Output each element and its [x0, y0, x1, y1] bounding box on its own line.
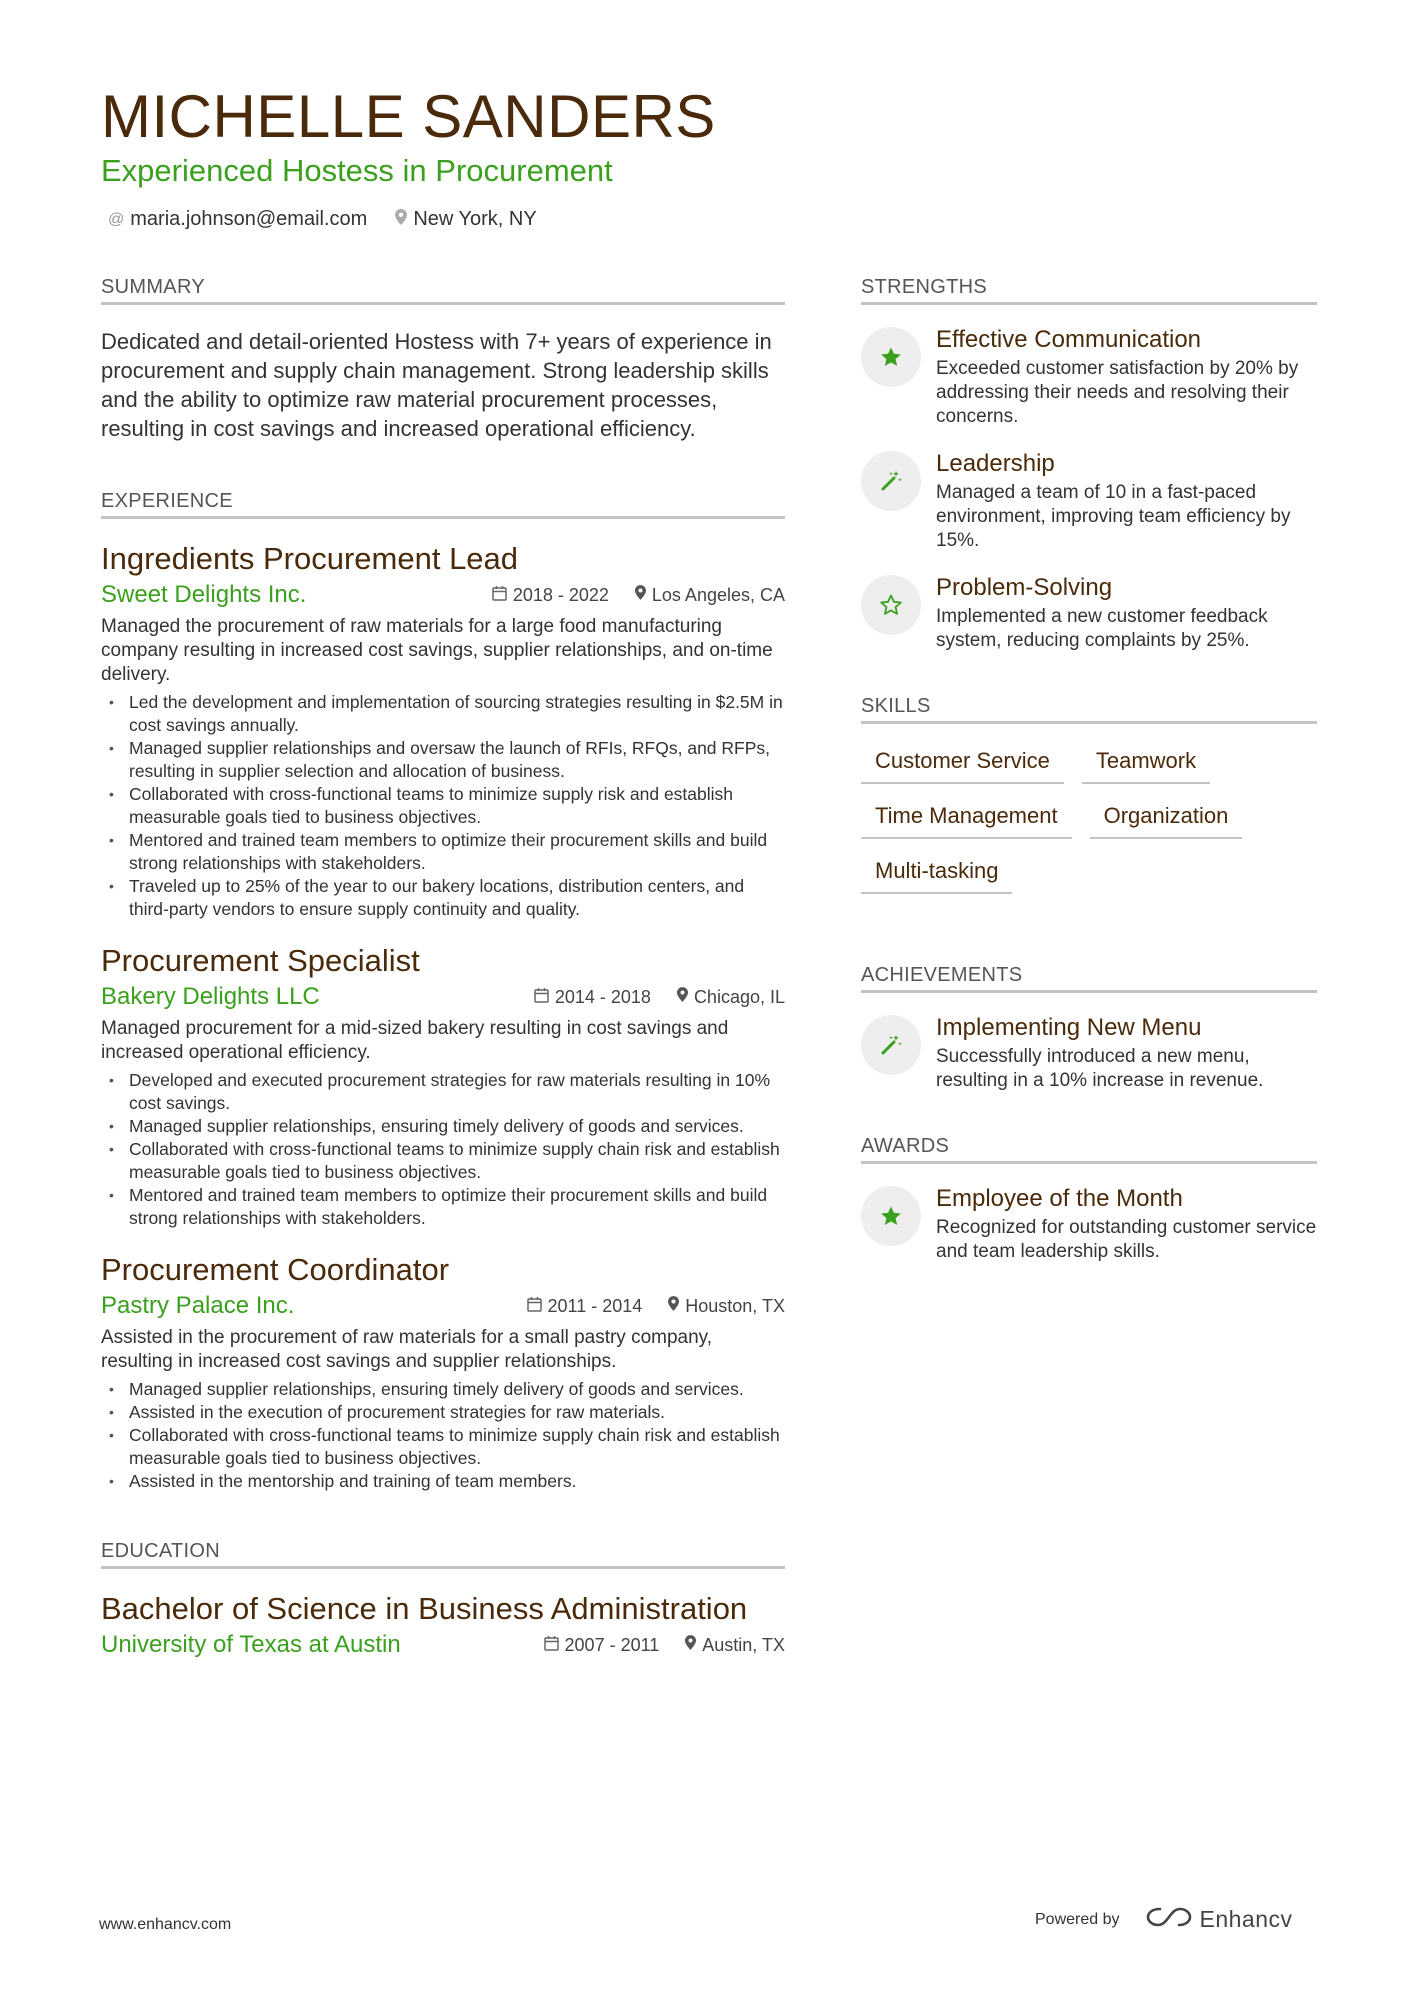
awards-title: Employee of the Month — [936, 1185, 1183, 1212]
candidate-name: MICHELLE SANDERS — [101, 83, 716, 150]
experience-entry — [101, 1250, 785, 1493]
strengths-description: Managed a team of 10 in a fast-paced environment, improving team efficiency by 15%. — [936, 482, 1291, 551]
candidate-title: Experienced Hostess in Procurement — [101, 153, 613, 188]
bullet-item: • Collaborated with cross-functional teams to minimize supply chain risk and establish measurable goals tied to business objectives. — [101, 1424, 785, 1470]
location-pin-icon — [685, 1635, 696, 1655]
company-name: Pastry Palace Inc. — [101, 1292, 295, 1319]
location-pin-icon — [677, 987, 688, 1007]
job-location: Houston, TX — [685, 1295, 785, 1316]
skill-tag: Organization — [1090, 799, 1243, 839]
achievements-description: Successfully introduced a new menu, resulting in a 10% increase in revenue. — [936, 1046, 1264, 1091]
awards-item — [861, 1184, 1317, 1264]
bullet-item: • Mentored and trained team members to optimize their procurement skills and build strong relationships with stakeholders. — [101, 829, 785, 875]
education-location: Austin, TX — [702, 1634, 785, 1655]
job-bullets — [101, 691, 785, 921]
calendar-icon — [544, 1635, 559, 1656]
company-name: Bakery Delights LLC — [101, 983, 320, 1010]
location-pin-icon — [395, 209, 407, 230]
powered-by-label: Powered by — [1035, 1910, 1120, 1928]
brand-name: Enhancv — [1199, 1906, 1293, 1932]
strengths-item — [861, 325, 1317, 429]
strengths-item — [861, 449, 1317, 553]
experience-entry — [101, 941, 785, 1230]
bullet-item: • Managed supplier relationships, ensuring timely delivery of goods and services. — [101, 1378, 785, 1401]
bullet-item: • Assisted in the execution of procurement strategies for raw materials. — [101, 1401, 785, 1424]
experience-heading: EXPERIENCE — [101, 490, 785, 519]
location-pin-icon — [635, 585, 646, 605]
strengths-description: Exceeded customer satisfaction by 20% by addressing their needs and resolving their concerns. — [936, 358, 1299, 427]
left-column — [101, 276, 785, 1659]
skill-tag: Time Management — [861, 799, 1072, 839]
skills-heading: SKILLS — [861, 695, 1317, 724]
skill-tag: Customer Service — [861, 744, 1064, 784]
right-column — [861, 276, 1317, 1264]
email-text[interactable]: maria.johnson@email.com — [130, 208, 368, 230]
star-outline-icon — [861, 575, 921, 635]
achievements-item — [861, 1013, 1317, 1093]
education-entry — [101, 1589, 785, 1659]
strengths-title: Problem-Solving — [936, 574, 1113, 601]
location-text: New York, NY — [413, 208, 537, 230]
at-icon: @ — [108, 210, 125, 228]
calendar-icon — [492, 585, 507, 606]
strengths-list — [861, 325, 1317, 653]
bullet-item: • Traveled up to 25% of the year to our bakery locations, distribution centers, and third-party vendors to ensure supply continuity and quality. — [101, 875, 785, 921]
education-heading: EDUCATION — [101, 1540, 785, 1569]
job-bullets — [101, 1378, 785, 1493]
achievements-list — [861, 1013, 1317, 1093]
job-title: Ingredients Procurement Lead — [101, 541, 519, 576]
job-location: Chicago, IL — [693, 986, 785, 1007]
bullet-item: • Mentored and trained team members to optimize their procurement skills and build strong relationships with stakeholders. — [101, 1184, 785, 1230]
footer-branding — [1035, 1906, 1293, 1933]
strengths-title: Leadership — [936, 450, 1055, 477]
contact-info — [108, 208, 537, 231]
strengths-title: Effective Communication — [936, 326, 1202, 353]
strengths-item — [861, 573, 1317, 653]
skills-list — [861, 744, 1317, 909]
job-location: Los Angeles, CA — [651, 584, 785, 605]
skill-tag: Teamwork — [1082, 744, 1210, 784]
job-dates: 2011 - 2014 — [547, 1295, 643, 1316]
experience-entry — [101, 539, 785, 921]
bullet-item: • Collaborated with cross-functional teams to minimize supply risk and establish measurable goals tied to business objectives. — [101, 783, 785, 829]
awards-heading: AWARDS — [861, 1135, 1317, 1164]
company-name: Sweet Delights Inc. — [101, 581, 307, 608]
awards-list — [861, 1184, 1317, 1264]
bullet-item: • Developed and executed procurement strategies for raw materials resulting in 10% cost savings. — [101, 1069, 785, 1115]
school-name: University of Texas at Austin — [101, 1631, 401, 1658]
job-description: Managed procurement for a mid-sized bakery resulting in cost savings and increased operational efficiency. — [101, 1018, 729, 1063]
enhancv-logo-icon — [1146, 1906, 1192, 1933]
calendar-icon — [534, 987, 549, 1008]
job-dates: 2014 - 2018 — [554, 986, 651, 1007]
magic-wand-icon — [861, 451, 921, 511]
star-filled-icon — [861, 1186, 921, 1246]
magic-wand-icon — [861, 1015, 921, 1075]
bullet-item: • Managed supplier relationships, ensuring timely delivery of goods and services. — [101, 1115, 785, 1138]
awards-description: Recognized for outstanding customer service and team leadership skills. — [936, 1217, 1317, 1262]
bullet-item: • Led the development and implementation of sourcing strategies resulting in $2.5M in cost savings annually. — [101, 691, 785, 737]
strengths-description: Implemented a new customer feedback system, reducing complaints by 25%. — [936, 606, 1268, 651]
job-description: Assisted in the procurement of raw materials for a small pastry company, resulting in increased cost savings and supplier relationships. — [101, 1327, 713, 1372]
job-title: Procurement Coordinator — [101, 1252, 450, 1287]
achievements-heading: ACHIEVEMENTS — [861, 964, 1317, 993]
job-title: Procurement Specialist — [101, 943, 420, 978]
strengths-heading: STRENGTHS — [861, 276, 1317, 305]
bullet-item: • Collaborated with cross-functional teams to minimize supply chain risk and establish measurable goals tied to business objectives. — [101, 1138, 785, 1184]
summary-text: Dedicated and detail-oriented Hostess with 7+ years of experience in procurement and supply chain management. Strong leadership skills and the ability to optimize raw material procurement processes, resulting in cost savings and increased operational efficiency. — [101, 329, 772, 441]
bullet-item: • Managed supplier relationships and oversaw the launch of RFIs, RFQs, and RFPs, resulting in supplier selection and allocation of business. — [101, 737, 785, 783]
footer-website[interactable]: www.enhancv.com — [99, 1916, 232, 1933]
summary-heading: SUMMARY — [101, 276, 785, 305]
location-pin-icon — [668, 1296, 679, 1316]
achievements-title: Implementing New Menu — [936, 1014, 1202, 1041]
job-bullets — [101, 1069, 785, 1230]
bullet-item: • Assisted in the mentorship and training of team members. — [101, 1470, 785, 1493]
job-description: Managed the procurement of raw materials for a large food manufacturing company resulting in increased cost savings, supplier relationships, and on-time delivery. — [101, 616, 773, 685]
skill-tag: Multi-tasking — [861, 854, 1012, 894]
education-dates: 2007 - 2011 — [564, 1634, 660, 1655]
experience-list — [101, 539, 785, 1493]
job-dates: 2018 - 2022 — [512, 584, 609, 605]
calendar-icon — [527, 1296, 542, 1317]
degree-title: Bachelor of Science in Business Administration — [101, 1591, 748, 1626]
star-filled-icon — [861, 327, 921, 387]
